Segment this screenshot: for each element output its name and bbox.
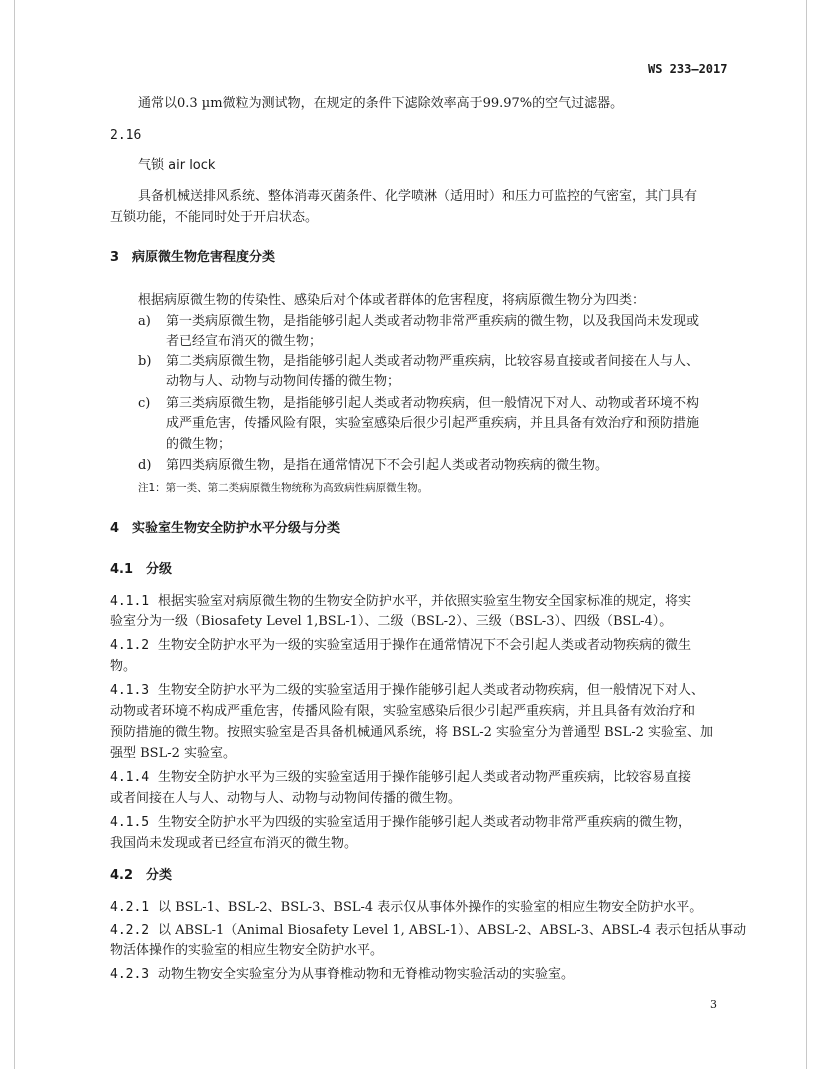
clause-number-2-16: 2.16 (110, 128, 142, 143)
clause-text: 生物安全防护水平为二级的实验室适用于操作能够引起人类或者动物疾病，但一般情况下对人、 (158, 683, 705, 698)
definition-line: 具备机械送排风系统、整体消毒灭菌条件、化学喷淋（适用时）和压力可监控的气密室，其门具有 (138, 189, 698, 204)
list-item-text: 第四类病原微生物，是指在通常情况下不会引起人类或者动物疾病的微生物。 (166, 458, 609, 473)
section-3-heading: 3 病原微生物危害程度分类 (110, 250, 276, 265)
list-item-text: 动物与人、动物与动物间传播的微生物； (166, 374, 401, 389)
list-marker: a) (138, 314, 151, 329)
clause-text: 以 ABSL-1（Animal Biosafety Level 1, ABSL-1）、ABSL-2、ABSL-3、ABSL-4 表示包括从事动 (158, 923, 747, 938)
definition-line: 互锁功能，不能同时处于开启状态。 (110, 210, 319, 225)
note: 注1：第一类、第二类病原微生物统称为高致病性病原微生物。 (138, 482, 429, 494)
list-marker: c) (138, 396, 151, 411)
clause-number: 4.2.1 (110, 900, 150, 915)
clause-number: 4.1.2 (110, 638, 150, 653)
list-marker: b) (138, 354, 152, 369)
list-item-text: 第一类病原微生物，是指能够引起人类或者动物非常严重疾病的微生物，以及我国尚未发现或 (166, 314, 700, 329)
list-item-text: 第三类病原微生物，是指能够引起人类或者动物疾病，但一般情况下对人、动物或者环境不构 (166, 396, 700, 411)
page-number: 3 (710, 998, 717, 1011)
subsection-4-2-heading: 4.2 分类 (110, 868, 173, 883)
subsection-4-1-heading: 4.1 分级 (110, 562, 173, 577)
section-3-intro: 根据病原微生物的传染性、感染后对个体或者群体的危害程度，将病原微生物分为四类： (138, 293, 646, 308)
clause-text: 物活体操作的实验室的相应生物安全防护水平。 (110, 943, 384, 958)
clause-text: 以 BSL-1、BSL-2、BSL-3、BSL-4 表示仅从事体外操作的实验室的相应生物安全防护水平。 (158, 900, 703, 915)
section-2-15-tail: 通常以0.3 µm微粒为测试物，在规定的条件下滤除效率高于99.97%的空气过滤器。 (138, 96, 624, 111)
term-air-lock: 气锁 air lock (138, 158, 216, 173)
clause-number: 4.1.4 (110, 770, 150, 785)
clause-text: 动物或者环境不构成严重危害，传播风险有限，实验室感染后很少引起严重疾病，并且具备有效治疗和 (110, 704, 696, 719)
section-4-heading: 4 实验室生物安全防护水平分级与分类 (110, 521, 341, 536)
right-margin-line (806, 0, 807, 1069)
list-item-text: 成严重危害，传播风险有限，实验室感染后很少引起严重疾病，并且具备有效治疗和预防措施 (166, 416, 700, 431)
clause-text: 根据实验室对病原微生物的生物安全防护水平，并依照实验室生物安全国家标准的规定，将实 (158, 594, 692, 609)
clause-text: 预防措施的微生物。按照实验室是否具备机械通风系统，将 BSL-2 实验室分为普通型 BSL-2 实验室、加 (110, 725, 714, 740)
clause-number: 4.2.2 (110, 923, 150, 938)
clause-text: 生物安全防护水平为一级的实验室适用于操作在通常情况下不会引起人类或者动物疾病的微生 (158, 638, 692, 653)
clause-number: 4.1.5 (110, 815, 150, 830)
clause-number: 4.1.1 (110, 594, 150, 609)
list-marker: d) (138, 458, 152, 473)
list-item-text: 第二类病原微生物，是指能够引起人类或者动物严重疾病，比较容易直接或者间接在人与人、 (166, 354, 700, 369)
clause-text: 生物安全防护水平为三级的实验室适用于操作能够引起人类或者动物严重疾病，比较容易直接 (158, 770, 692, 785)
clause-number: 4.1.3 (110, 683, 150, 698)
clause-number: 4.2.3 (110, 967, 150, 982)
clause-text: 动物生物安全实验室分为从事脊椎动物和无脊椎动物实验活动的实验室。 (158, 967, 575, 982)
clause-text: 强型 BSL-2 实验室。 (110, 746, 237, 761)
clause-text: 或者间接在人与人、动物与人、动物与动物间传播的微生物。 (110, 791, 462, 806)
left-margin-line (14, 0, 15, 1069)
list-item-text: 者已经宣布消灭的微生物； (166, 334, 323, 349)
list-item-text: 的微生物； (166, 437, 232, 452)
clause-text: 我国尚未发现或者已经宣布消灭的微生物。 (110, 836, 358, 851)
clause-text: 物。 (110, 659, 137, 674)
clause-text: 验室分为一级（Biosafety Level 1,BSL-1）、二级（BSL-2）、三级（BSL-3）、四级（BSL-4）。 (110, 614, 673, 629)
clause-text: 生物安全防护水平为四级的实验室适用于操作能够引起人类或者动物非常严重疾病的微生物， (158, 815, 692, 830)
doc-code-header: WS 233—2017 (648, 62, 728, 76)
